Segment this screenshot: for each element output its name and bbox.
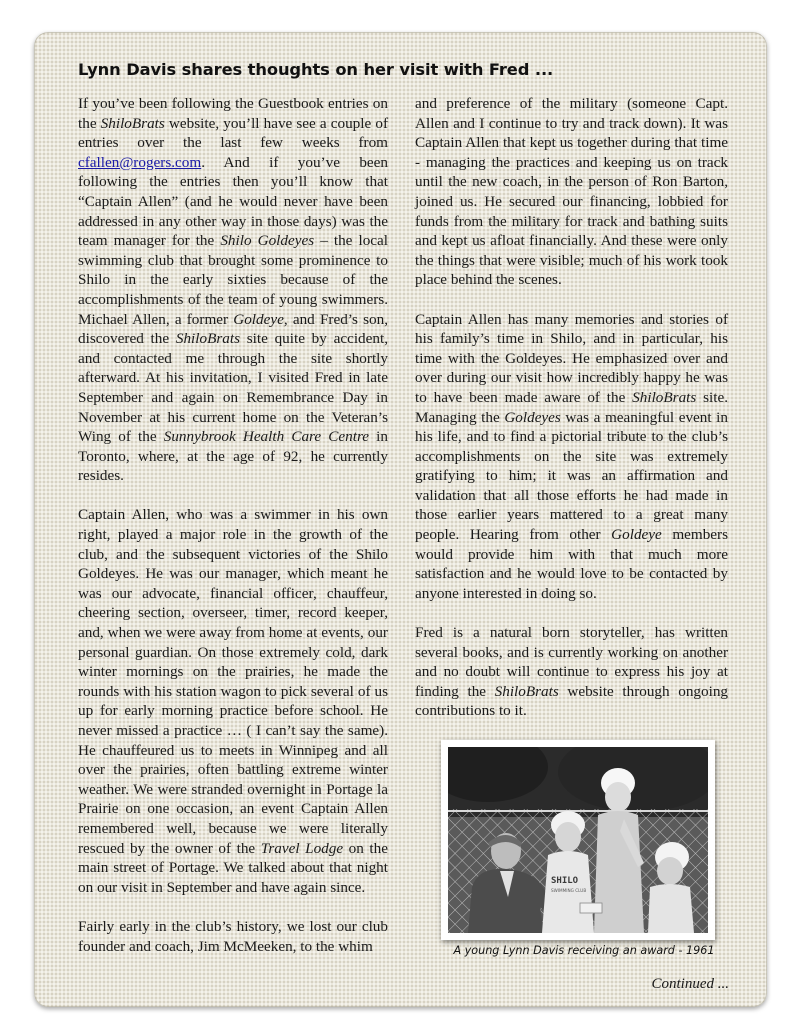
italic-text: Shilo Goldeyes xyxy=(220,232,315,250)
italic-text: Goldeye xyxy=(233,310,284,328)
paragraph xyxy=(78,505,388,897)
paragraph xyxy=(415,94,728,290)
right-column xyxy=(415,94,728,721)
italic-text: Goldeye xyxy=(611,526,662,544)
text-run: members would provide him with that much more satisfaction and he would love to be contacted by anyone interested in doing so. xyxy=(415,526,729,602)
italic-text: Travel Lodge xyxy=(260,839,344,857)
text-run: If you’ve been following the Guestbook entries on the xyxy=(78,95,388,132)
text-run: – the local swimming club that brought some prominence to Shilo in the early sixties because of the accomplishments of the team of young swimmers. Michael Allen, a former xyxy=(78,232,388,328)
text-run: . And if you’ve been following the entries then you’ll know that “Captain Allen” (and he would never have been addressed in any other way in those days) was the team manager for the xyxy=(78,153,388,250)
italic-text: ShiloBrats xyxy=(632,388,697,406)
italic-text: ShiloBrats xyxy=(100,114,165,132)
paragraph xyxy=(415,623,728,721)
text-run: Captain Allen, who was a swimmer in his own right, played a major role in the growth of the club, and the subsequent victories of the Shilo Goldeyes. He was our manager, which meant he was our advocate, financial officer, chauffeur, cheering section, overseer, timer, record keeper, and, when we were away from home at events, our personal guardian. On those extremely cold, dark winter mornings on the prairies, he made the rounds with his station wagon to pick several of us up for early morning practice before school. He never missed a practice … ( I can’t say the same). He chauffeured us to meets in Winnipeg and all over the prairies, often battling extreme winter weather. We were stranded overnight in Portage la Prairie on one occasion, an event Captain Allen remembered well, because we were literally rescued by the owner of the xyxy=(78,506,388,857)
award-photo-image xyxy=(448,747,708,933)
left-column xyxy=(78,94,388,956)
italic-text: Sunnybrook Health Care Centre xyxy=(163,428,370,446)
text-run: , and Fred’s son, discovered the xyxy=(78,310,388,348)
text-run: site. Managing the xyxy=(415,388,728,426)
text-run: website through ongoing contributions to it. xyxy=(415,682,729,720)
paragraph xyxy=(78,94,388,486)
text-run: on the main street of Portage. We talked about that night on our visit in September and have again since. xyxy=(78,839,388,896)
text-run: website, you’ll have see a couple of entries over the last few weeks from xyxy=(78,114,388,152)
text-run: Fred is a natural born storyteller, has written several books, and is currently working on another and no doubt will continue to express his joy at finding the xyxy=(415,624,728,700)
photo-caption: A young Lynn Davis receiving an award - 1961 xyxy=(453,944,715,957)
text-run: site quite by accident, and contacted me through the site shortly afterward. At his invitation, I visited Fred in late September and again on Remembrance Day in November at his current home on the Veteran’s Wing of the xyxy=(78,330,388,446)
text-run: in Toronto, where, at the age of 92, he currently resides. xyxy=(78,428,388,485)
award-photo xyxy=(441,740,715,940)
continued-label: Continued ... xyxy=(651,976,729,992)
article-page xyxy=(34,32,767,1007)
text-run: and preference of the military (someone Capt. Allen and I continue to try and track down). It was Captain Allen that kept us together during that time - managing the practices and keeping us on track until the new coach, in the person of Ron Barton, joined us. He secured our financing, lobbied for funds from the military for track and bathing suits and kept us afloat financially. And these were only the things that were visible; much of his work took place behind the scenes. xyxy=(415,95,728,289)
italic-text: ShiloBrats xyxy=(175,330,240,348)
email-link[interactable]: cfallen@rogers.com xyxy=(78,153,202,171)
italic-text: ShiloBrats xyxy=(494,682,559,700)
italic-text: Goldeyes xyxy=(504,408,561,426)
text-run: Fairly early in the club’s history, we lost our club founder and coach, Jim McMeeken, to the whim xyxy=(78,917,388,955)
swimsuit-subtext: SWIMMING CLUB xyxy=(551,888,587,893)
text-run: Captain Allen has many memories and stories of his family’s time in Shilo, and in particular, his time with the Goldeyes. He emphasized over and over during our visit how incredibly happy he was to have been made aware of the xyxy=(415,310,728,406)
paragraph xyxy=(78,917,388,956)
paragraph xyxy=(415,310,728,604)
swimsuit-text: SHILO xyxy=(551,876,579,886)
article-headline: Lynn Davis shares thoughts on her visit with Fred ... xyxy=(78,60,554,79)
text-run: was a meaningful event in his life, and to find a pictorial tribute to the club’s accomplishments on the site was extremely gratifying to him; it was an affirmation and validation that all those efforts he had made in those earlier years mattered to a great many people. Hearing from other xyxy=(415,408,728,544)
